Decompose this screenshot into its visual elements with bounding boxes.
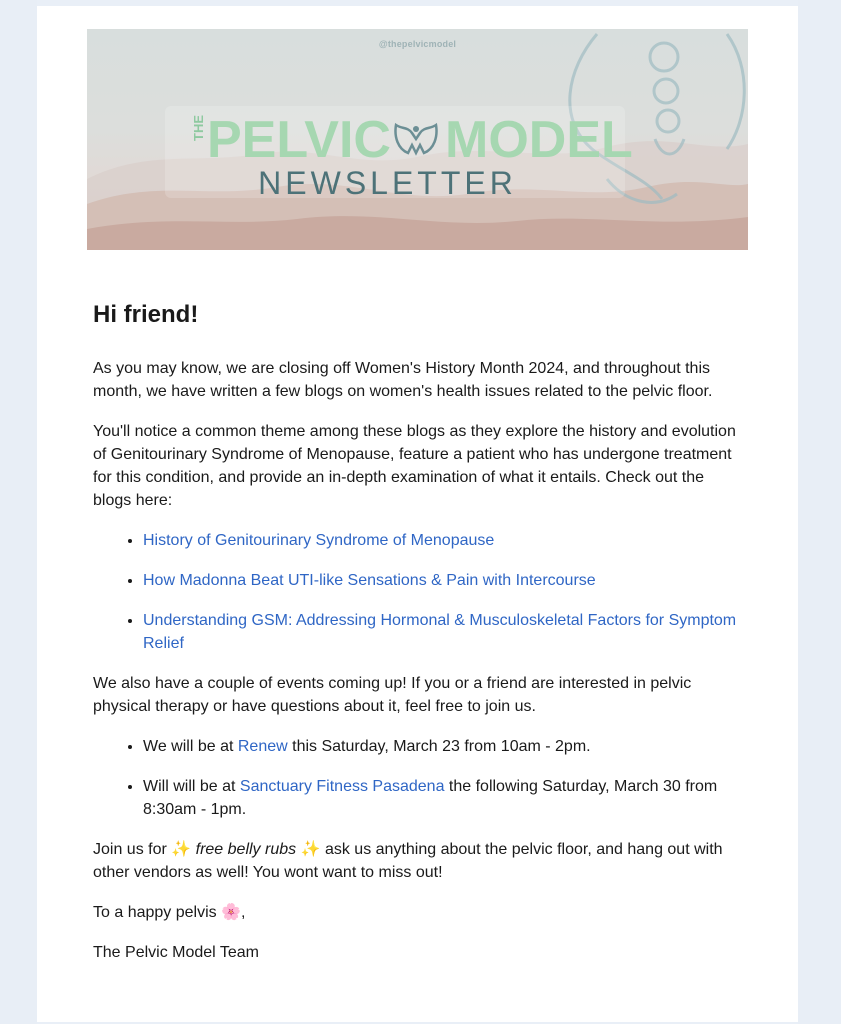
banner-title-model: MODEL (445, 111, 633, 169)
blog-link-list (93, 529, 743, 655)
list-item (143, 609, 743, 655)
signoff-line (93, 901, 743, 924)
signoff-comma: , (241, 904, 246, 921)
event-text: this Saturday, March 23 from 10am - 2pm. (287, 738, 591, 755)
join-text: Join us for (93, 841, 172, 858)
page-background-right (798, 0, 841, 1024)
sparkle-icon: ✨ (171, 841, 192, 858)
free-belly-rubs-text: free belly rubs (191, 841, 301, 858)
event-text: the following Saturday, March 30 from 8:30am - 1pm. (143, 778, 718, 818)
blog-link-gsm-history[interactable]: History of Genitourinary Syndrome of Menopause (143, 532, 495, 549)
list-item (143, 529, 743, 552)
join-paragraph (93, 838, 743, 884)
banner-the-label: THE (190, 115, 206, 141)
blog-link-madonna[interactable]: How Madonna Beat UTI-like Sensations & Pain with Intercourse (143, 572, 596, 589)
list-item (143, 569, 743, 592)
blog-link-understanding-gsm[interactable]: Understanding GSM: Addressing Hormonal & Musculoskeletal Factors for Symptom Relief (143, 612, 737, 652)
join-text: ask us anything about the pelvic floor, and hang out with other vendors as well! You wont want to miss out! (93, 841, 723, 881)
banner-subtitle: NEWSLETTER (258, 165, 517, 201)
renew-link[interactable]: Renew (237, 738, 288, 755)
event-text: Will will be at (143, 778, 240, 795)
banner-handle: @thepelvicmodel (378, 39, 457, 49)
blogs-paragraph: You'll notice a common theme among these blogs as they explore the history and evolution of Genitourinary Syndrome of Menopause, feature a patient who has undergone treatment for this condition, and provide an in-depth examination of what it entails. Check out the blogs here: (93, 423, 736, 509)
newsletter-banner (87, 29, 748, 250)
events-paragraph: We also have a couple of events coming up! If you or a friend are interested in pelvic physical therapy or have questions about it, feel free to join us. (93, 675, 692, 715)
sparkle-icon: ✨ (300, 841, 321, 858)
intro-paragraph: As you may know, we are closing off Women's History Month 2024, and throughout this month, we have written a few blogs on women's health issues related to the pelvic floor. (93, 360, 713, 400)
email-content (93, 294, 743, 981)
greeting-heading: Hi friend! (93, 301, 199, 328)
event-text: We will be at (143, 738, 238, 755)
team-signature: The Pelvic Model Team (93, 944, 259, 961)
sanctuary-fitness-link[interactable]: Sanctuary Fitness Pasadena (239, 778, 445, 795)
list-item (143, 775, 743, 821)
email-body (37, 6, 798, 1022)
banner-title-pelvic: PELVIC (207, 111, 391, 169)
page-background-left (0, 0, 37, 1024)
flower-icon: 🌸 (221, 904, 241, 921)
list-item (143, 735, 743, 758)
signoff-text: To a happy pelvis (93, 904, 222, 921)
event-list (93, 735, 743, 821)
pelvis-logo-icon (392, 119, 440, 159)
